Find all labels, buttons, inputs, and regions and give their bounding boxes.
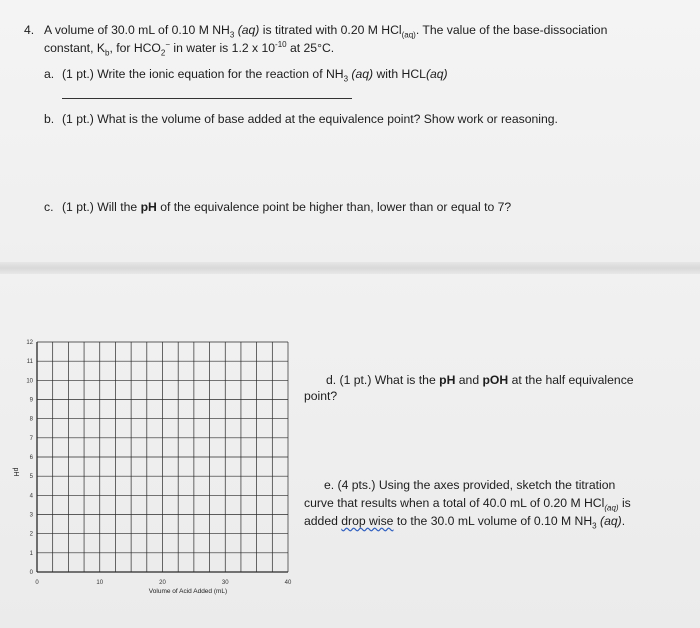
part-c-label: c. — [44, 200, 54, 214]
question-number: 4. — [24, 23, 35, 37]
y-tick-label: 8 — [29, 416, 33, 423]
y-tick-label: 9 — [29, 397, 33, 404]
part-d-text: d. (1 pt.) What is the pH and pOH at the half equivalence — [326, 373, 634, 387]
page-fold — [0, 262, 700, 274]
y-tick-label: 12 — [26, 340, 33, 346]
x-tick-label: 30 — [221, 580, 229, 586]
part-e-line-1: e. (4 pts.) Using the axes provided, sketch the titration — [324, 478, 616, 492]
part-b-label: b. — [44, 112, 55, 126]
x-axis-label: Volume of Acid Added (mL) — [148, 588, 228, 595]
x-tick-label: 20 — [159, 580, 166, 586]
part-a-label: a. — [44, 67, 55, 81]
question-line-1: A volume of 30.0 mL of 0.10 M $NH_3$ (aq) is titrated with 0.20 M HCl$_{(aq)}$. The value of the base-dissociation — [44, 23, 608, 40]
part-c-text: (1 pt.) Will the pH of the equivalence point be higher than, lower than or equal to 7? — [62, 200, 512, 214]
part-e-line-2: curve that results when a total of 40.0 mL of 0.20 M HCl$_{(aq)}$ is — [304, 496, 631, 513]
y-tick-label: 3 — [29, 512, 33, 519]
part-a-text: (1 pt.) Write the ionic equation for the reaction of $NH_3$ (aq) with HCL(aq) — [62, 67, 448, 84]
question-line-2: constant, $K_b$, for $HCO_2^-$ in water is 1.2 x $10^{-10}$ at 25°C. — [44, 39, 335, 58]
y-axis-label: pH — [12, 467, 19, 477]
titration-graph[interactable] — [0, 330, 300, 600]
x-tick-label: 10 — [96, 580, 104, 586]
part-d-text-line-2: point? — [304, 389, 338, 403]
y-tick-label: 2 — [29, 531, 33, 538]
y-tick-label: 7 — [29, 435, 33, 442]
y-tick-label: 5 — [29, 474, 33, 481]
y-tick-label: 6 — [29, 455, 33, 461]
x-tick-label: 0 — [35, 580, 39, 586]
y-tick-label: 11 — [26, 359, 33, 366]
y-tick-label: 10 — [26, 378, 33, 385]
y-tick-label: 4 — [29, 493, 33, 500]
answer-line[interactable] — [62, 98, 352, 99]
x-tick-label: 40 — [284, 580, 292, 586]
y-tick-label: 1 — [29, 550, 33, 557]
part-e-line-3: added drop wise to the 30.0 mL volume of 0.10 M $NH_3$ (aq). — [304, 514, 626, 531]
graph-grid — [37, 342, 288, 572]
graph-ticks — [26, 340, 292, 586]
y-tick-label: 0 — [29, 570, 33, 576]
part-b-text: (1 pt.) What is the volume of base added at the equivalence point? Show work or reasoning. — [62, 112, 558, 126]
